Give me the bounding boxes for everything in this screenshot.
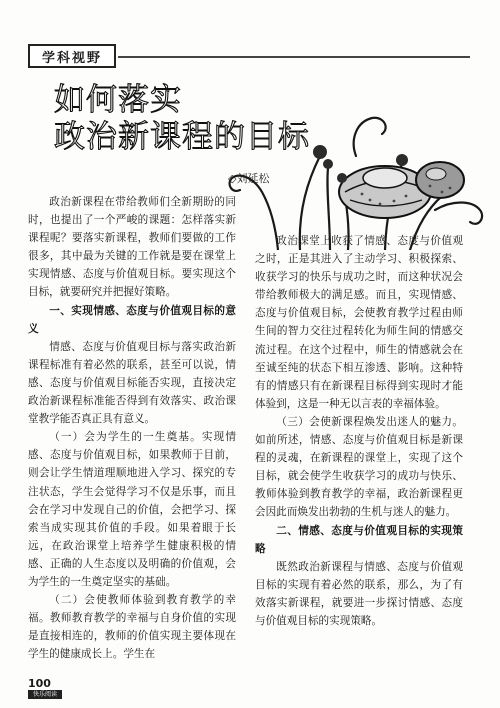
paragraph: （一）会为学生的一生奠基。实现情感、态度与价值观目标，如果教师于目前，则会让学生情道理顺地进入学习、探究的专注状态，学生会觉得学习不仅是乐事，而且会在学习中发现自己的价值，会把学习、探索当成实现其价值的手段。如果着眼于长远，在政治课堂上培养学生健康积极的情感、正确的人生态度以及明确的价值观，会为学生的一生奠定坚实的基础。 <box>28 431 236 588</box>
section-heading: 一、实现情感、态度与价值观目标的意义 <box>28 304 236 335</box>
paragraph: 政治新课程在带给教师们全新期盼的同时，也提出了一个严峻的课题：怎样落实新课程呢？要落实新课程，教师们要做的工作很多，其中最为关键的工作就是要在课堂上实现情感、态度与价值观目标。要实现这个目标，就要研究并把握好策略。 <box>28 196 236 299</box>
paragraph: 既然政治新课程与情感、态度与价值观目标的实现有着必然的联系，那么，为了有效落实新课程，就要进一步探讨情感、态度与价值观目标的实现策略。 <box>255 560 463 627</box>
section-heading: 二、情感、态度与价值观目标的实现策略 <box>255 524 463 555</box>
paragraph: （二）会使教师体验到教育教学的幸福。教师教育教学的幸福与自身价值的实现是直接相连的，教师的价值实现主要体现在学生的健康成长上。学生在 <box>28 594 236 661</box>
column-tag: 学科视野 <box>28 44 116 68</box>
header-rule <box>118 56 470 58</box>
article-title <box>54 82 354 156</box>
title-line-2: 政治新课程的目标 <box>54 119 310 155</box>
page-number: 100 <box>28 677 51 690</box>
paragraph: （三）会使新课程焕发出迷人的魅力。如前所述，情感、态度与价值观目标是新课程的灵魂，在新课程的课堂上，实现了这个目标，就会使学生收获学习的成功与快乐、教师体验到教育教学的幸福，政治新课程更会因此而焕发出勃勃的生机与迷人的魅力。 <box>255 415 463 519</box>
left-column <box>28 193 236 663</box>
byline: ◇刘延松 <box>228 172 270 185</box>
paragraph: 情感、态度与价值观目标与落实政治新课程标准有着必然的联系，甚至可以说，情感、态度与价值观目标能否实现，直接决定政治新课程标准能否得到有效落实、政治课堂教学能否真正具有意义。 <box>28 340 236 426</box>
journal-name: 快乐阅读 <box>28 690 62 699</box>
title-line-1: 如何落实 <box>54 82 182 118</box>
right-column <box>255 232 463 630</box>
paragraph: 政治课堂上收获了情感、态度与价值观之时，正是其进入了主动学习、积极探索、收获学习的快乐与成功之时，而这种状况会带给教师极大的满足感。而且，实现情感、态度与价值观目标，会使教育教学过程由师生间的智力交往过程转化为师生间的情感交流过程。在这个过程中，师生的情感就会在至诚至纯的状态下相互渗透、影响。这种特有的情感只有在新课程目标得到实现时才能体验到，这是一种无以言表的幸福体验。 <box>255 235 463 410</box>
